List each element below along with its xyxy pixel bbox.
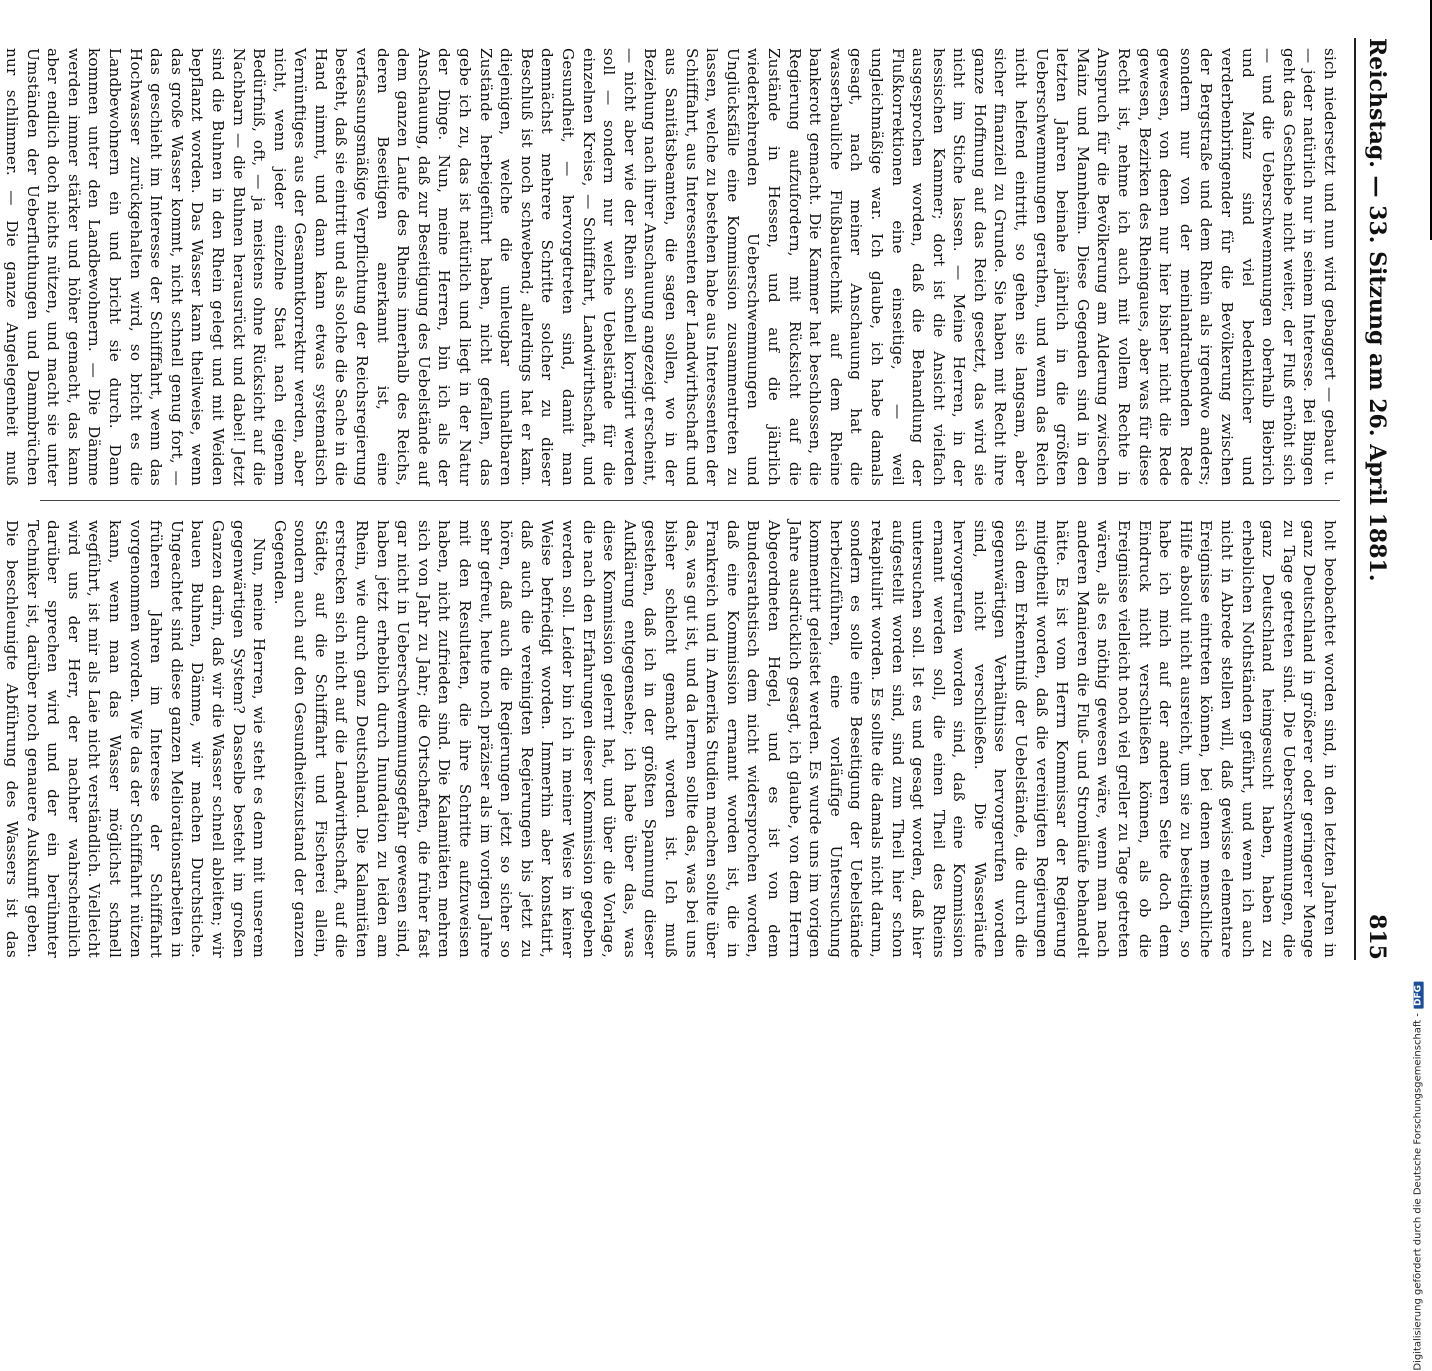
- page-number: 815: [1364, 914, 1390, 960]
- left-column: [3, 48, 1340, 486]
- left-paragraph: sich niedersetzt und nun wird gebaggert — gebaut u. — jeder natürlich nur in seinem Interesse. Bei Bingen geht das Geschiebe nicht weiter, der Fluß erhöht sich — und die Ueberschwemmungen oberhalb Biebrich und Mainz sind viel bedenklicher und verderbenbringender für die Bevölkerung zwischen der Bergstraße und dem Rhein als irgendwo anders; sondern nur von der meinlandraubenden Rede gewesen, von denen nur hier bisher nicht die Rede gewesen, Bezirken des Rheingaues, aber was für diese Recht ist, nehme ich auch mit vollem Rechte in Anspruch für die Bevölkerung am Alderung zwischen Mainz und Mannheim. Diese Gegenden sind in den letzten Jahren beinahe jährlich in die größten Ueberschwemmungen gerathen, und wenn das Reich nicht helfend eintritt, so gehen sie langsam, aber sicher finanziell zu Grunde. Sie haben mit Recht ihre ganze Hoffnung auf das Reich gesetzt, das wird sie nicht im Stiche lassen. — Meine Herren, in der hessischen Kammer; dort ist die Ansicht vielfach ausgesprochen worden, daß die Behandlung der Flußkorrektionen eine einseitige, — weil ungleichmäßige war. Ich glaube, ich habe damals gesagt, nach meiner Anschauung hat die wasserbauliche Flußbautechnik auf dem Rheine bankerott gemacht. Die Kammer hat beschlossen, die Regierung aufzufordern, mit Rücksicht auf die Zustände in Hessen, und auf die jährlich wiederkehrenden Ueberschwemmungen und Unglücksfälle eine Kommission zusammentreten zu lassen, welche zu bestehen habe aus Interessenten der Schifffahrt, aus Interessenten der Landwirthschaft und aus Sanitätsbeamten, die sagen sollen, wo in der Beziehung nach ihrer Anschauung angezeigt erscheint, — nicht aber wie der Rhein schnell korrigirt werden soll — sondern nur welche Uebelstände für die einzelnen Kreise, — Schifffahrt, Landwirthschaft, und Gesundheit, — hervorgetreten sind, damit man demnächst mehrere Schritte solcher zu dieser Beschluß ist noch schwebend; allerdings hat er kam. diejenigen, welche die unleugbar unhaltbaren Zustände herbeigeführt haben, nicht gefallen, das gebe ich zu, das ist natürlich und liegt in der Natur der Dinge. Nun, meine Herren, bin ich als der Anschauung, daß zur Beseitigung des Uebelstände auf dem ganzen Laufe des Rheins innerhalb des Reichs, deren Beseitigen anerkannt ist, eine verfassungsmäßige Verpflichtung der Reichsregierung besteht, daß sie eintritt und als solche die Sache in die Hand nimmt, und dann kann etwas systematisch Vernünftiges aus der Gesammtkorrektur werden, aber nicht, wenn jeder einzelne Staat nach eigenem Bedürfniß, oft, — ja meistens ohne Rücksicht auf die Nachbarn — die Buhnen herausrückt und dabei! Jetzt sind die Buhnen in den Rhein gelegt und mit Weiden bepflanzt worden. Das Wasser kann theilweise, wenn das große Wasser kommt, nicht schnell genug fort, — das geschieht im Interesse der Schifffahrt, wenn das Hochwasser zurückgehalten wird, so bricht es die Landbewohnern ein und bricht sie durch. Dann kommen unter den Landbewohnern. — Die Dämme werden immer stärker und höher gemacht, das kann aber endlich doch nichts nützen, und macht sie unter Umständen der Ueberfluthungen und Dammbrüchen nur schlimmer. — Die ganze Angelegenheit muß: [3, 48, 1339, 486]
- header-title: Reichstag. — 33. Sitzung am 26. April 1881.: [1364, 38, 1390, 582]
- credit-text: Digitalisierung gefördert durch die Deutsche Forschungsgemeinschaft -: [1413, 1013, 1424, 1371]
- right-paragraph-1: holt beobachtet worden sind, in den letzten Jahren in ganz Deutschland in größerer oder geringerer Menge zu Tage getreten sind. Die Ueberschwemmungen, die ganz Deutschland heimgesucht haben, haben zu erheblichen Nothständen geführt, und wenn ich auch nicht in Abrede stellen will, daß gewisse elementare Ereignisse eintreten können, bei denen menschliche Hilfe absolut nicht ausreicht, um sie zu beseitigen, so habe ich mich auf der anderen Seite doch dem Eindruck nicht verschließen können, als ob die Ereignisse vielleicht noch viel greller zu Tage getreten wären, als es nöthig gewesen wäre, wenn man nach anderen Manieren die Fluß- und Stromläufe behandelt hätte. Es ist vom Herrn Kommissar der Regierung mitgetheilt worden, daß die vereinigten Regierungen sich dem Erkenntniß der Uebelstände, die durch die gegenwärtigen Verhältnisse hervorgerufen worden sind, nicht verschließen. Die Wasserläufe hervorgerufen worden sind, daß eine Kommission ernannt werden soll, die einen Theil des Rheins untersuchen soll. Ist es und gesagt worden, daß hier aufgestellt worden sind, sind zum Theil hier schon rekapitulirt worden. Es sollte die damals nicht darum, sondern es solle eine Beseitigung der Uebelstände herbeizuführen, eine vorläufige Untersuchung kommentirt geleistet werden. Es wurde uns im vorigen Jahre ausdrücklich gesagt, ich glaube, von dem Herrn Abgeordneten Hegel, und es ist von dem Bundesrathstisch dem nicht widersprochen worden, daß eine Kommission ernannt worden ist, die in Frankreich und in Amerika Studien machen sollte über das, was gut ist, und da lernen sollte das, was bei uns bisher schlecht gemacht worden ist. Ich muß gestehen, daß ich in der größten Spannung dieser Aufklärung entgegensehe; ich habe über das, was diese Kommission gelernt hat, und über die Vorlage, die nach den Erfahrungen dieser Kommission gegeben werden soll. Leider bin ich in meiner Weise in keiner Weise befriedigt worden. Immerhin aber konstatirt, daß auch die vereinigten Regierungen bis jetzt zu hören, daß auch die Regierungen jetzt so sicher so sehr gefreut, heute noch präziser als im vorigen Jahre mit den Resultaten, die ihre Schritte aufzuweisen haben, nicht zufrieden sind. Die Kalamitäten mehren sich von Jahr zu Jahr; die Ortschaften, die früher fast gar nicht in Ueberschwemmungsgefahr gewesen sind, haben jetzt erheblich durch Inundation zu leiden am Rhein, wie durch ganz Deutschland. Die Kalamitäten erstrecken sich nicht auf die Landwirthschaft, auf die Städte, auf die Schifffahrt und Fischerei allein, sondern auch auf den Gesundheitszustand der ganzen Gegenden.: [270, 520, 1339, 958]
- right-paragraph-2: Nun, meine Herren, wie steht es denn mit unserem gegenwärtigen System? Dasselbe besteht im großen Ganzen darin, daß wir die Wasser schnell ableiten; wir bauen Buhnen, Dämme, wir machen Durchstiche. Ungeachtet sind diese ganzen Meliorationsarbeiten in früheren Jahren im Interesse der Schifffahrt vorgenommen worden. Wie das der Schifffahrt nützen kann, wenn man das Wasser möglichst schnell wegführt, ist mir als Laie nicht verständlich. Vielleicht wird uns der Herr, der nachher wahrscheinlich darüber sprechen wird und der ein berühmter Techniker ist, darüber noch genauere Auskunft geben. Die beschleunigte Abführung des Wassers ist das: [3, 520, 269, 958]
- dfg-logo-badge: DFG: [1414, 982, 1424, 1009]
- right-column: [3, 520, 1340, 958]
- column-divider: [40, 500, 1340, 501]
- digitization-credit: [1413, 982, 1424, 1371]
- header-rule: [1354, 38, 1356, 960]
- page-header: [1356, 38, 1396, 960]
